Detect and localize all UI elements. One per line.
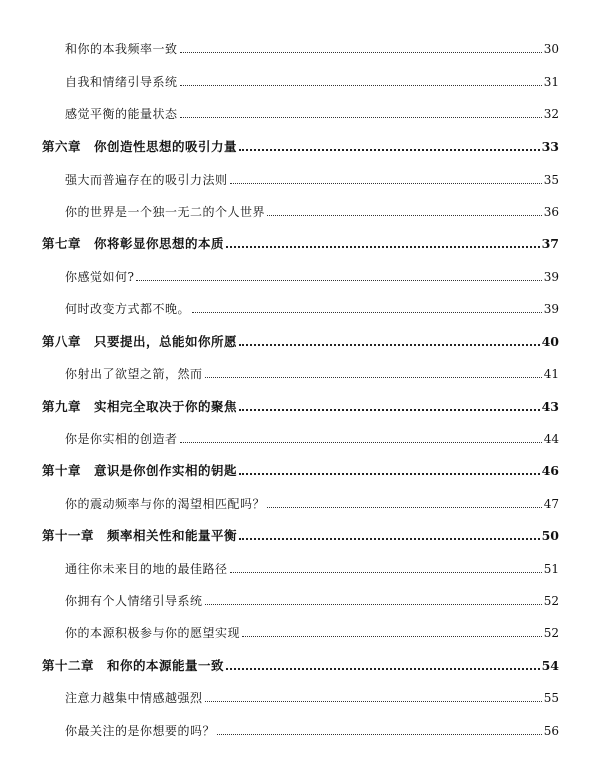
toc-chapter-title: 第十二章 和你的本源能量一致 — [42, 658, 225, 673]
dot-leader — [205, 700, 542, 702]
dot-leader — [242, 635, 542, 637]
toc-entry-page: 56 — [543, 724, 559, 738]
toc-entry-title: 感觉平衡的能量状态 — [65, 107, 178, 121]
toc-chapter-entry — [42, 394, 559, 414]
dot-leader — [217, 733, 542, 735]
toc-chapter-page: 46 — [541, 463, 559, 478]
dot-leader — [205, 603, 542, 605]
dot-leader — [136, 279, 541, 281]
dot-leader — [180, 441, 542, 443]
dot-leader — [230, 571, 542, 573]
toc-entry-title: 注意力越集中情感越强烈 — [65, 691, 203, 705]
toc-entry-page: 35 — [543, 173, 559, 187]
toc-entry — [65, 296, 559, 316]
toc-chapter-entry — [42, 231, 559, 251]
toc-chapter-page: 33 — [541, 139, 559, 154]
toc-entry — [65, 556, 559, 576]
toc-entry — [65, 167, 559, 187]
dot-leader — [230, 182, 542, 184]
toc-entry-page: 36 — [543, 205, 559, 219]
toc-chapter-title: 第六章 你创造性思想的吸引力量 — [42, 139, 238, 154]
toc-entry — [65, 426, 559, 446]
toc-entry-page: 39 — [543, 302, 559, 316]
toc-entry — [65, 491, 559, 511]
dot-leader — [239, 343, 540, 346]
toc-chapter-title: 第七章 你将彰显你思想的本质 — [42, 236, 225, 251]
toc-entry-title: 你最关注的是你想要的吗？ — [65, 724, 216, 738]
toc-entry-title: 何时改变方式都不晚。 — [65, 302, 191, 316]
toc-entry-title: 强大而普遍存在的吸引力法则 — [65, 173, 228, 187]
toc-entry-page: 31 — [543, 75, 559, 89]
toc-entry — [65, 101, 559, 121]
toc-entry — [65, 264, 559, 284]
toc-entry — [65, 361, 559, 381]
toc-entry-title: 你的世界是一个独一无二的个人世界 — [65, 205, 266, 219]
toc-entry-title: 和你的本我频率一致 — [65, 42, 178, 56]
toc-entry-page: 44 — [543, 432, 559, 446]
toc-entry-page: 51 — [543, 562, 559, 576]
dot-leader — [239, 537, 540, 540]
toc-chapter-entry — [42, 653, 559, 673]
toc-entry — [65, 718, 559, 738]
dot-leader — [267, 506, 542, 508]
toc-entry — [65, 36, 559, 56]
toc-chapter-page: 40 — [541, 334, 559, 349]
toc-entry-title: 你的震动频率与你的渴望相匹配吗？ — [65, 497, 266, 511]
toc-entry-title: 通往你未来目的地的最佳路径 — [65, 562, 228, 576]
dot-leader — [180, 84, 542, 86]
toc-entry-page: 30 — [543, 42, 559, 56]
toc-entry-title: 你是你实相的创造者 — [65, 432, 178, 446]
toc-entry-title: 你感觉如何? — [65, 270, 135, 284]
dot-leader — [239, 148, 540, 151]
dot-leader — [239, 472, 540, 475]
dot-leader — [226, 245, 540, 248]
toc-entry-page: 55 — [543, 691, 559, 705]
toc-chapter-entry — [42, 134, 559, 154]
dot-leader — [239, 408, 540, 411]
toc-chapter-entry — [42, 458, 559, 478]
toc-chapter-page: 43 — [541, 399, 559, 414]
toc-entry-title: 自我和情绪引导系统 — [65, 75, 178, 89]
toc-entry-title: 你拥有个人情绪引导系统 — [65, 594, 203, 608]
toc-entry — [65, 588, 559, 608]
toc-chapter-page: 54 — [541, 658, 559, 673]
toc-chapter-title: 第十一章 频率相关性和能量平衡 — [42, 528, 238, 543]
dot-leader — [180, 116, 542, 118]
toc-entry-page: 52 — [543, 626, 559, 640]
toc-chapter-page: 37 — [541, 236, 559, 251]
toc-entry-page: 47 — [543, 497, 559, 511]
toc-entry — [65, 199, 559, 219]
toc-entry-page: 32 — [543, 107, 559, 121]
toc-entry — [65, 620, 559, 640]
toc-entry-page: 39 — [543, 270, 559, 284]
dot-leader — [205, 376, 542, 378]
dot-leader — [267, 214, 542, 216]
toc-chapter-entry — [42, 329, 559, 349]
dot-leader — [226, 667, 540, 670]
toc-entry-title: 你射出了欲望之箭，然而 — [65, 367, 203, 381]
toc-chapter-title: 第八章 只要提出，总能如你所愿 — [42, 334, 238, 349]
toc-chapter-entry — [42, 523, 559, 543]
toc-entry-page: 52 — [543, 594, 559, 608]
toc-entry — [65, 69, 559, 89]
toc-chapter-title: 第十章 意识是你创作实相的钥匙 — [42, 463, 238, 478]
dot-leader — [192, 311, 542, 313]
toc-entry-title: 你的本源积极参与你的愿望实现 — [65, 626, 241, 640]
dot-leader — [180, 51, 542, 53]
toc-chapter-title: 第九章 实相完全取决于你的聚焦 — [42, 399, 238, 414]
toc-entry — [65, 685, 559, 705]
toc-chapter-page: 50 — [541, 528, 559, 543]
toc-entry-page: 41 — [543, 367, 559, 381]
